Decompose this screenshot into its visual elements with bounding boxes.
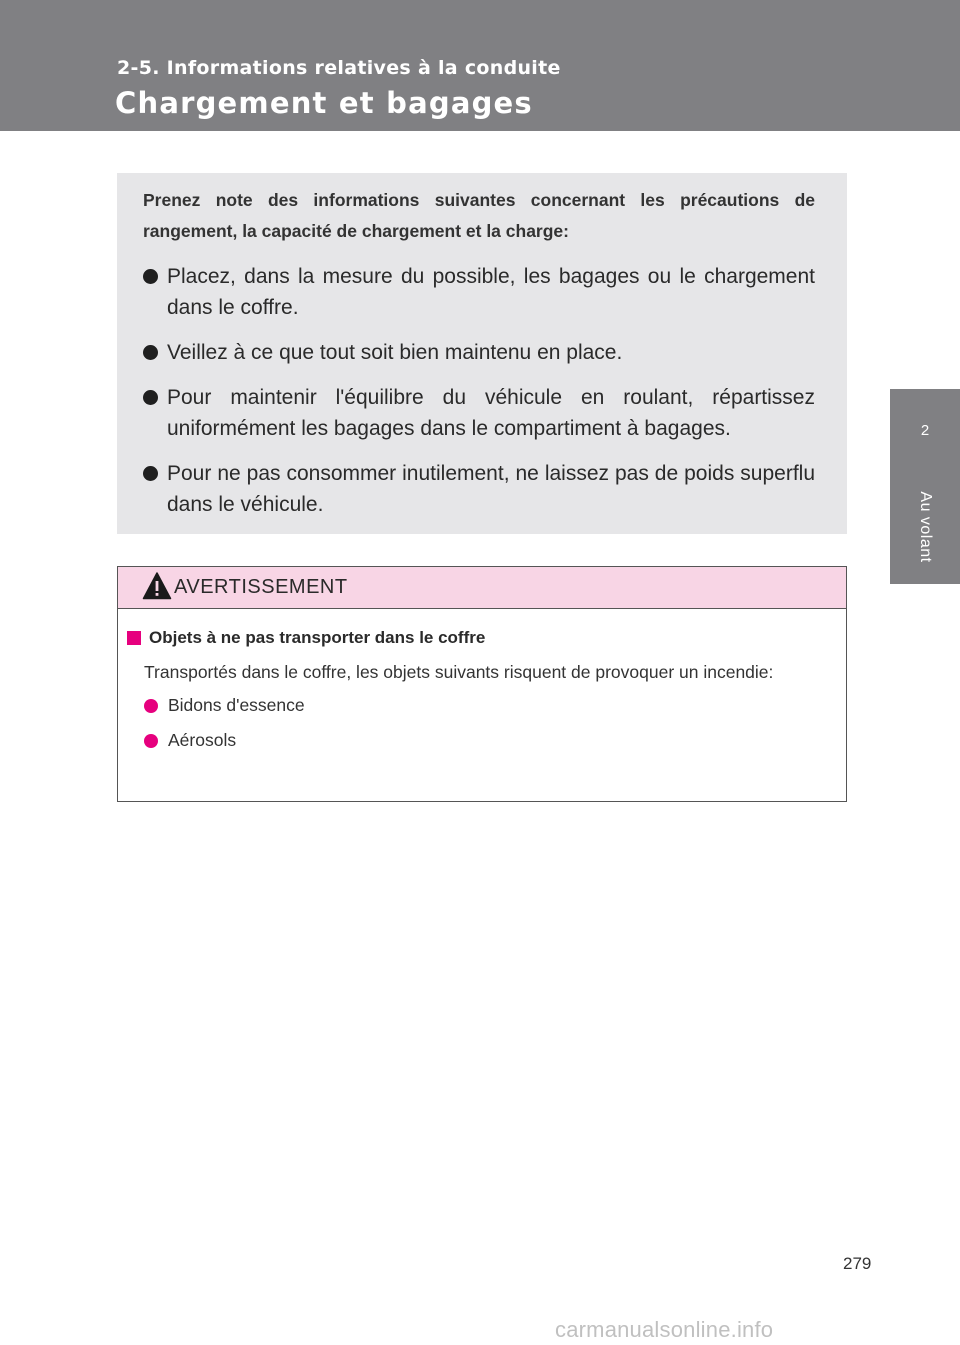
info-box <box>117 173 847 534</box>
bullet-icon <box>144 734 158 748</box>
bullet-icon <box>143 269 158 284</box>
info-list <box>143 261 815 520</box>
info-item <box>143 337 815 368</box>
bullet-icon <box>143 466 158 481</box>
bullet-icon <box>144 699 158 713</box>
info-item-text: Placez, dans la mesure du possible, les bagages ou le chargement dans le coffre. <box>167 265 815 319</box>
warning-body <box>118 609 846 754</box>
info-item <box>143 261 815 323</box>
warning-text: Transportés dans le coffre, les objets suivants risquent de provoquer un incendie: <box>144 662 774 682</box>
warning-heading <box>126 626 838 650</box>
info-item <box>143 458 815 520</box>
warning-header <box>118 567 846 609</box>
warning-title: AVERTISSEMENT <box>174 576 348 598</box>
chapter-label: Au volant <box>917 491 934 563</box>
info-item-text: Pour maintenir l'équilibre du véhicule en roulant, répartissez uniformément les bagages dans le compartiment à bagages. <box>167 386 815 440</box>
watermark[interactable]: carmanualsonline.info <box>555 1317 774 1342</box>
square-bullet-icon <box>127 631 141 645</box>
page-header <box>0 0 960 131</box>
bullet-icon <box>143 345 158 360</box>
warning-item <box>144 727 838 754</box>
info-item-text: Veillez à ce que tout soit bien maintenu en place. <box>167 341 623 364</box>
warning-list <box>144 692 838 754</box>
info-intro: Prenez note des informations suivantes concernant les précautions de rangement, la capacité de chargement et la charge: <box>143 190 815 241</box>
info-item-text: Pour ne pas consommer inutilement, ne laissez pas de poids superflu dans le véhicule. <box>167 462 815 516</box>
warning-item <box>144 692 838 719</box>
warning-item-text: Bidons d'essence <box>168 695 305 715</box>
warning-heading-text: Objets à ne pas transporter dans le coffre <box>149 628 486 647</box>
page-title: Chargement et bagages <box>115 86 533 120</box>
info-item <box>143 382 815 444</box>
warning-item-text: Aérosols <box>168 730 237 750</box>
warning-box <box>117 566 847 802</box>
chapter-tab[interactable] <box>890 389 960 584</box>
warning-triangle-icon <box>142 571 172 601</box>
bullet-icon <box>143 390 158 405</box>
chapter-number: 2 <box>920 422 930 439</box>
section-label: 2-5. Informations relatives à la conduite <box>117 57 561 79</box>
page-number: 279 <box>843 1254 872 1273</box>
